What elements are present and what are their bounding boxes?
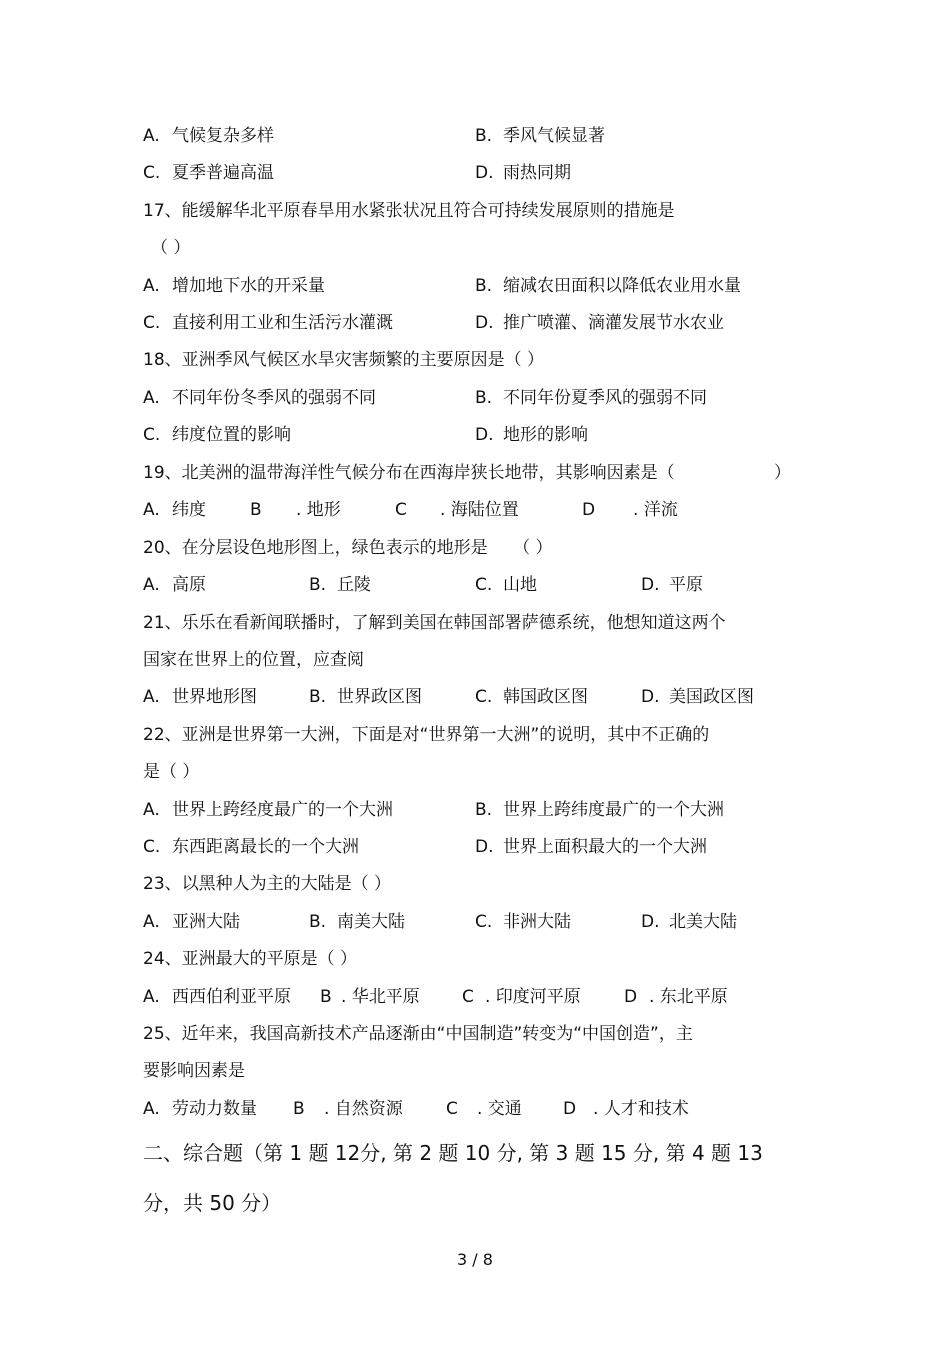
option-text: 季风气候显著 [503, 126, 605, 146]
option-text: . 地形 [296, 500, 341, 520]
option-text: 纬度 [172, 500, 206, 520]
option-letter: D [624, 987, 638, 1007]
option-letter: A. [143, 276, 160, 296]
q19-stem: 19、北美洲的温带海洋性气候分布在西海岸狭长地带，其影响因素是（ [143, 463, 675, 483]
option-letter: D [563, 1099, 577, 1119]
option-text: 韩国政区图 [503, 687, 588, 707]
option-letter: C. [143, 163, 161, 183]
option-letter: B [320, 987, 332, 1007]
q21-stem-2: 国家在世界上的位置，应查阅 [143, 650, 364, 670]
option-letter: D. [475, 313, 494, 333]
option-letter: C. [143, 837, 161, 857]
option-letter: A. [143, 126, 160, 146]
option-letter: B. [475, 126, 493, 146]
option-text: 雨热同期 [503, 163, 571, 183]
option-letter: C [395, 500, 407, 520]
option-text: 世界地形图 [172, 687, 257, 707]
option-letter: A. [143, 987, 160, 1007]
option-text: . 东北平原 [649, 987, 728, 1007]
option-letter: B. [309, 912, 327, 932]
option-text: 地形的影响 [503, 425, 588, 445]
option-text: 南美大陆 [337, 912, 405, 932]
option-text: . 人才和技术 [593, 1099, 689, 1119]
option-letter: B. [475, 388, 493, 408]
q17-stem-blank: （ ） [151, 238, 191, 258]
option-text: . 交通 [477, 1099, 522, 1119]
option-text: 东西距离最长的一个大洲 [172, 837, 359, 857]
option-text: 不同年份冬季风的强弱不同 [172, 388, 376, 408]
option-letter: D. [475, 425, 494, 445]
option-text: 劳动力数量 [172, 1099, 257, 1119]
option-letter: B [293, 1099, 305, 1119]
page-number: 3 / 8 [457, 1250, 493, 1269]
section-heading: 二、综合题（第 1 题 12分, 第 2 题 10 分, 第 3 题 15 分, 第 4 题 13 [143, 1141, 763, 1165]
q17-stem: 17、能缓解华北平原春旱用水紧张状况且符合可持续发展原则的措施是 [143, 201, 675, 221]
option-text: 平原 [669, 575, 703, 595]
option-letter: D. [641, 912, 660, 932]
option-letter: B [250, 500, 262, 520]
option-text: . 海陆位置 [440, 500, 519, 520]
q20-stem: 20、在分层设色地形图上，绿色表示的地形是 （ ） [143, 538, 553, 558]
option-letter: D. [641, 575, 660, 595]
option-letter: A. [143, 575, 160, 595]
option-text: 世界上跨纬度最广的一个大洲 [503, 800, 724, 820]
option-letter: D. [475, 163, 494, 183]
option-text: 夏季普遍高温 [172, 163, 274, 183]
option-text: . 自然资源 [324, 1099, 403, 1119]
option-text: 山地 [503, 575, 537, 595]
option-letter: D. [641, 687, 660, 707]
option-text: . 印度河平原 [485, 987, 581, 1007]
option-letter: A. [143, 800, 160, 820]
option-letter: C [462, 987, 474, 1007]
option-text: 高原 [172, 575, 206, 595]
option-letter: B. [475, 800, 493, 820]
option-text: 世界上面积最大的一个大洲 [503, 837, 707, 857]
q21-stem: 21、乐乐在看新闻联播时，了解到美国在韩国部署萨德系统，他想知道这两个 [143, 613, 726, 633]
option-letter: C. [143, 313, 161, 333]
q18-stem: 18、亚洲季风气候区水旱灾害频繁的主要原因是（ ） [143, 350, 545, 370]
option-letter: B. [309, 575, 327, 595]
option-letter: C [446, 1099, 458, 1119]
option-text: 非洲大陆 [503, 912, 571, 932]
q22-stem-2: 是（ ） [143, 762, 200, 782]
option-letter: D. [475, 837, 494, 857]
option-letter: B. [475, 276, 493, 296]
q23-stem: 23、以黑种人为主的大陆是（ ） [143, 874, 392, 894]
option-letter: A. [143, 912, 160, 932]
option-text: 气候复杂多样 [172, 126, 274, 146]
option-text: 丘陵 [337, 575, 371, 595]
option-text: 西西伯利亚平原 [172, 987, 291, 1007]
option-text: . 洋流 [633, 500, 678, 520]
option-letter: D [582, 500, 596, 520]
q19-stem-close: ） [774, 463, 791, 483]
q25-stem-2: 要影响因素是 [143, 1061, 245, 1081]
option-text: 缩减农田面积以降低农业用水量 [503, 276, 741, 296]
q22-stem: 22、亚洲是世界第一大洲，下面是对“世界第一大洲”的说明，其中不正确的 [143, 725, 710, 745]
option-text: 北美大陆 [669, 912, 737, 932]
option-letter: A. [143, 388, 160, 408]
option-text: 亚洲大陆 [172, 912, 240, 932]
option-letter: C. [143, 425, 161, 445]
option-letter: C. [475, 687, 493, 707]
option-text: 不同年份夏季风的强弱不同 [503, 388, 707, 408]
option-letter: A. [143, 1099, 160, 1119]
option-text: 纬度位置的影响 [172, 425, 291, 445]
option-letter: C. [475, 575, 493, 595]
option-letter: A. [143, 500, 160, 520]
option-text: 世界政区图 [337, 687, 422, 707]
option-text: 直接利用工业和生活污水灌溉 [172, 313, 393, 333]
option-text: 世界上跨经度最广的一个大洲 [172, 800, 393, 820]
option-letter: A. [143, 687, 160, 707]
option-text: 推广喷灌、滴灌发展节水农业 [503, 313, 724, 333]
option-letter: B. [309, 687, 327, 707]
option-text: 美国政区图 [669, 687, 754, 707]
q24-stem: 24、亚洲最大的平原是（ ） [143, 949, 358, 969]
option-text: 增加地下水的开采量 [172, 276, 325, 296]
option-text: . 华北平原 [341, 987, 420, 1007]
q25-stem: 25、近年来，我国高新技术产品逐渐由“中国制造”转变为“中国创造”，主 [143, 1024, 693, 1044]
option-letter: C. [475, 912, 493, 932]
section-heading-2: 分，共 50 分） [143, 1191, 282, 1215]
